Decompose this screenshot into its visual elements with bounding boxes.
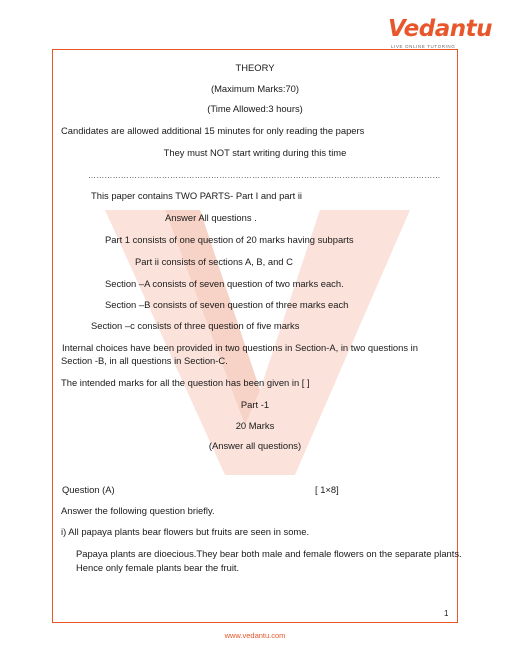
internal-choice-line1: Internal choices have been provided in two questions in Section-A, in two questions in xyxy=(62,342,418,353)
marks-heading: 20 Marks xyxy=(235,420,275,431)
instruction-writing: They must NOT start writing during this time xyxy=(163,147,347,158)
instruction-reading: Candidates are allowed additional 15 minutes for only reading the papers xyxy=(61,125,365,136)
answer-all-heading: (Answer all questions) xyxy=(208,440,302,451)
part2-description: Part ii consists of sections A, B, and C xyxy=(135,256,293,267)
time-allowed: (Time Allowed:3 hours) xyxy=(207,103,303,114)
section-c-description: Section –c consists of three question of five marks xyxy=(91,320,300,331)
part-heading: Part -1 xyxy=(240,399,270,410)
vedantu-logo xyxy=(388,16,492,50)
question-1: i) All papaya plants bear flowers but fruits are seen in some. xyxy=(61,526,310,537)
footer-url[interactable]: www.vedantu.com xyxy=(224,631,286,640)
paper-parts: This paper contains TWO PARTS- Part I and part ii xyxy=(91,190,303,201)
question-marks: [ 1×8] xyxy=(315,484,339,495)
logo-tagline: LIVE ONLINE TUTORING xyxy=(391,44,456,49)
question-label: Question (A) xyxy=(62,484,115,495)
answer-all-instruction: Answer All questions . xyxy=(165,212,257,223)
dotted-separator: ………………………………………………………………………………………………………………… xyxy=(88,171,441,180)
question-instruction: Answer the following question briefly. xyxy=(61,505,215,516)
part1-description: Part 1 consists of one question of 20 marks having subparts xyxy=(105,234,354,245)
page-number: 1 xyxy=(444,609,449,618)
answer-1-line2: Hence only female plants bear the fruit. xyxy=(76,562,240,573)
logo-brand: Vedantu xyxy=(388,16,492,42)
answer-1-line1: Papaya plants are dioecious.They bear both male and female flowers on the separate plants. xyxy=(76,548,462,559)
section-a-description: Section –A consists of seven question of two marks each. xyxy=(105,278,344,289)
page-title: THEORY xyxy=(235,62,275,73)
intended-marks-note: The intended marks for all the question has been given in [ ] xyxy=(61,377,310,388)
internal-choice-line2: Section -B, in all questions in Section-C. xyxy=(61,355,228,366)
max-marks: (Maximum Marks:70) xyxy=(210,83,300,94)
section-b-description: Section –B consists of seven question of three marks each xyxy=(105,299,349,310)
